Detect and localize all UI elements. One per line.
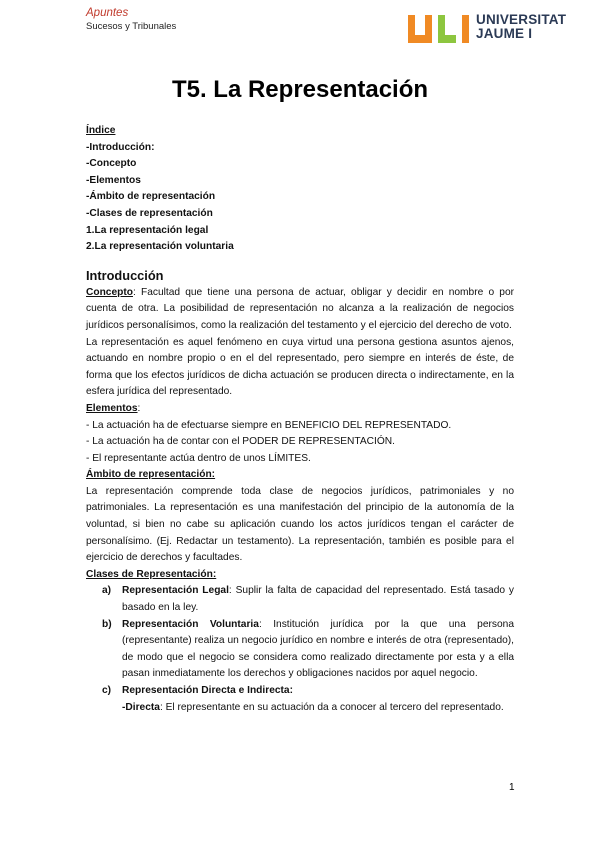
clases-list <box>86 583 514 716</box>
elementos-colon: : <box>137 402 141 414</box>
index-item: -Ámbito de representación <box>86 191 216 203</box>
list-marker: a) <box>102 585 112 597</box>
list-term: Representación Voluntaria <box>122 618 259 630</box>
index-item: -Concepto <box>86 158 137 170</box>
list-text: : Suplir la falta de capacidad del representado. Está tasado y basado en la ley. <box>122 585 515 614</box>
page-number: 1 <box>509 782 515 793</box>
index-item: 2.La representación voluntaria <box>86 241 234 253</box>
clases-heading: Clases de Representación: <box>86 568 217 580</box>
representation-paragraph: La representación es aquel fenómeno en cuya virtud una persona gestiona asuntos ajenos, actuando en nombre propio o en el del representado, pero siempre en interés de éste, de forma que los efectos jurídicos de dicha actuación se producen directa o indirectamente, en la esfera jurídica del representado. <box>86 336 514 398</box>
sub-item <box>122 700 514 717</box>
list-term: Representación Directa e Indirecta: <box>122 685 293 696</box>
elementos-label: Elementos <box>86 402 138 414</box>
index-list <box>86 140 514 256</box>
list-marker: c) <box>102 685 112 696</box>
ambito-heading: Ámbito de representación: <box>86 469 216 481</box>
university-logo-text <box>476 13 566 41</box>
concepto-label: Concepto <box>86 286 133 298</box>
document-body <box>86 123 514 716</box>
ambito-paragraph: La representación comprende toda clase de negocios jurídicos, patrimoniales y no patrimoniales. La representación es una manifestación del principio de la autonomía de la voluntad, si bien no cabe su aplicación cuando los actos jurídicos tengan el carácter de personalísimo. (Ej. Redactar un testamento). La representación, también es posible para el ejercicio de derechos y facultades. <box>86 485 514 564</box>
list-text: : Institución jurídica por la que una persona (representante) realiza un negocio jurídico en nombre e interés de otra (representado), de modo que el negocio se considera como realizado directamente por esta y a ella pasan inmediatamente los derechos y obligaciones nacidos por aquel negocio. <box>122 618 514 680</box>
list-item <box>86 683 514 716</box>
header-subtitle: Sucesos y Tribunales <box>86 21 177 32</box>
page-title: T5. La Representación <box>171 76 429 103</box>
logo-line2: JAUME I <box>476 26 533 41</box>
elementos-item: - El representante actúa dentro de unos LÍMITES. <box>86 452 311 464</box>
list-item <box>86 583 514 616</box>
elementos-item: - La actuación ha de efectuarse siempre en BENEFICIO DEL REPRESENTADO. <box>86 419 452 431</box>
list-item <box>86 617 514 683</box>
document-header <box>86 6 176 33</box>
concepto-paragraph <box>86 285 514 335</box>
index-item: -Elementos <box>86 174 141 186</box>
header-title: Apuntes <box>86 7 129 19</box>
sub-text: : El representante en su actuación da a conocer al tercero del representado. <box>159 701 504 713</box>
section-heading: Introducción <box>86 267 164 283</box>
elementos-heading <box>86 401 514 418</box>
elementos-item: - La actuación ha de contar con el PODER DE REPRESENTACIÓN. <box>86 436 395 448</box>
index-item: 1.La representación legal <box>86 224 209 236</box>
index-item: -Clases de representación <box>86 207 213 219</box>
list-marker: b) <box>102 618 112 630</box>
index-title: Índice <box>86 125 116 136</box>
list-term: Representación Legal <box>122 585 229 597</box>
index-item: -Introducción: <box>86 141 155 153</box>
sub-term: -Directa <box>122 701 160 713</box>
logo-line1: UNIVERSITAT <box>476 12 567 27</box>
concepto-text: : Facultad que tiene una persona de actuar, obligar y decidir en nombre o por cuenta de otra. La posibilidad de representación no alcanza a la realización de negocios jurídicos personalísimos, como la realización del testamento y el ejercicio del derecho de voto. <box>86 286 514 331</box>
